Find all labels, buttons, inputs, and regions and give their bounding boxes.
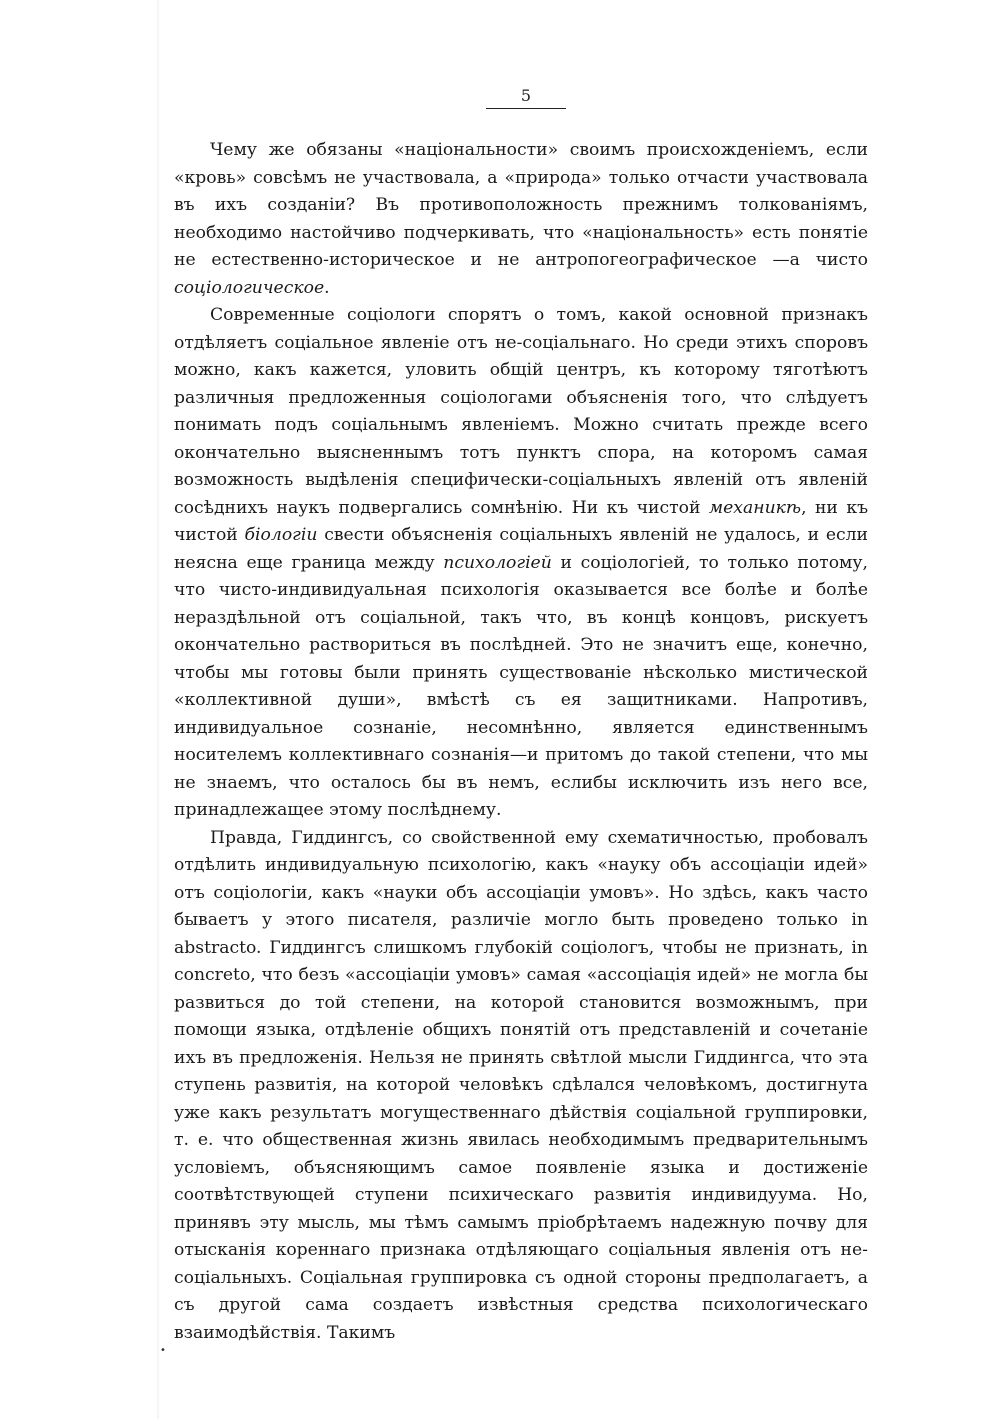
text-run: . (324, 277, 330, 298)
paragraph (174, 825, 868, 1348)
header-rule (486, 108, 566, 109)
paragraph (174, 137, 868, 302)
text-run: Современные соціологи спорятъ о томъ, какой основной признакъ отдѣляетъ соціальное явленіе отъ не-соціальнаго. Но среди этихъ споровъ можно, какъ кажется, уловить общій центръ, къ которому тяготѣютъ различныя предложенныя соціологами объясненія того, что слѣдуетъ понимать подъ соціальнымъ явленіемъ. Можно считать прежде всего окончательно выясненнымъ тотъ пунктъ спора, на которомъ самая возможность выдѣленія специфически-соціальныхъ явленій отъ явленій сосѣднихъ наукъ подвергались сомнѣнію. Ни къ чистой (174, 305, 868, 518)
text-run: , ни къ чистой (174, 497, 868, 545)
margin-mark: • (160, 1345, 166, 1356)
italic-term: психологіей (443, 552, 552, 573)
text-run: Правда, Гиддингсъ, со свойственной ему схематичностью, пробовалъ отдѣлить индивидуальную психологію, какъ «науку объ ассоціаціи идей» отъ соціологіи, какъ «науки объ ассоціаціи умовъ». Но здѣсь, какъ часто бываетъ у этого писателя, различіе могло быть проведено только in abstracto. Гиддингсъ слишкомъ глубокій соціологъ, чтобы не признать, in concreto, что безъ «ассоціаціи умовъ» самая «ассоціація идей» не могла бы развиться до той степени, на которой становится возможнымъ, при помощи языка, отдѣленіе общихъ понятій отъ представленій и сочетаніе ихъ въ предложенія. Нельзя не принять свѣтлой мысли Гиддингса, что эта ступень развитія, на которой человѣкъ сдѣлался человѣкомъ, достигнута уже какъ результатъ могущественнаго дѣйствія соціальной группировки, т. е. что общественная жизнь явилась необходимымъ предварительнымъ условіемъ, объясняющимъ самое появленіе языка и достиженіе соотвѣтствующей ступени психическаго развитія индивидуума. Но, принявъ эту мысль, мы тѣмъ самымъ пріобрѣтаемъ надежную почву для отысканія кореннаго признака отдѣляющаго соціальныя явленія отъ не-соціальныхъ. Соціальная группировка съ одной стороны предполагаетъ, а съ другой сама создаетъ извѣстныя средства психологическаго взаимодѣйствія. Такимъ (174, 827, 868, 1343)
paragraph (174, 302, 868, 825)
italic-term: механикѣ (708, 497, 802, 518)
text-run: Чему же обязаны «національности» своимъ происхожденіемъ, если «кровь» совсѣмъ не участвовала, а «природа» только отчасти участвовала въ ихъ созданіи? Въ противоположность прежнимъ толкованіямъ, необходимо настойчиво подчеркивать, что «національность» есть понятіе не естественно-историческое и не антропогеографическое —а чисто (174, 140, 868, 270)
text-run: свести объясненія соціальныхъ явленій не удалось, и если неясна еще граница между (174, 525, 868, 573)
italic-term: біологіи (244, 525, 318, 545)
page-number: 5 (520, 86, 532, 105)
italic-term: соціологическое (174, 277, 325, 298)
text-run: и соціологіей, то только потому, что чисто-индивидуальная психологія оказывается все болѣе и болѣе нераздѣльной отъ соціальной, такъ что, въ концѣ концовъ, рискуетъ окончательно раствориться въ послѣдней. Это не значитъ еще, конечно, чтобы мы готовы были принять существованіе нѣсколько мистической «коллективной души», вмѣстѣ съ ея защитниками. Напротивъ, индивидуальное сознаніе, несомнѣнно, является единственнымъ носителемъ коллективнаго сознанія—и притомъ до такой степени, что мы не знаемъ, что осталось бы въ немъ, еслибы исключить изъ него все, принадлежащее этому послѣднему. (174, 552, 868, 820)
page-edge (157, 0, 160, 1419)
body-text (174, 137, 868, 1347)
